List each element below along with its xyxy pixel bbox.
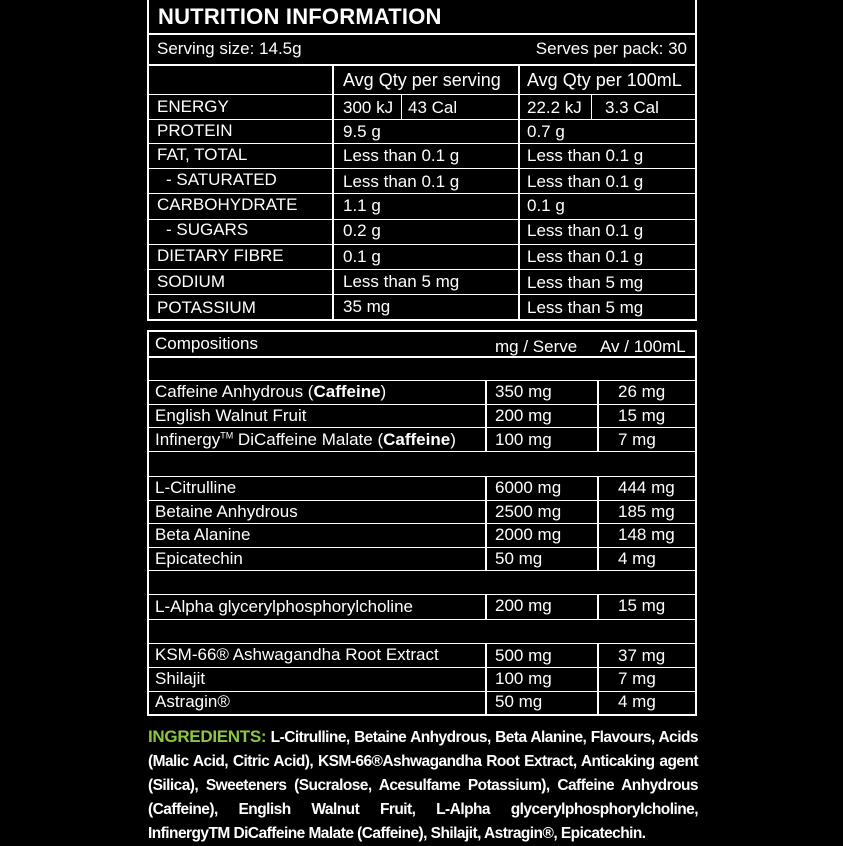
serve-value: 6000 mg bbox=[495, 478, 562, 497]
composition-name: Caffeine Anhydrous (Caffeine) bbox=[155, 382, 387, 401]
serving-value: Less than 5 mg bbox=[343, 272, 460, 291]
serve-value: 200 mg bbox=[495, 596, 552, 615]
row-label: SODIUM bbox=[157, 272, 225, 291]
per100-value: 7 mg bbox=[618, 430, 656, 449]
serve-value: 500 mg bbox=[495, 646, 552, 665]
serving-value-cal: 43 Cal bbox=[408, 98, 458, 117]
serve-value: 50 mg bbox=[495, 549, 543, 568]
composition-name: KSM-66® Ashwagandha Root Extract bbox=[155, 645, 439, 664]
serve-value: 100 mg bbox=[495, 669, 552, 688]
row-label: DIETARY FIBRE bbox=[157, 246, 284, 265]
per100-value: 444 mg bbox=[618, 478, 675, 497]
serving-value: 9.5 g bbox=[343, 122, 381, 141]
serving-value: 0.2 g bbox=[343, 221, 381, 240]
per100-value: Less than 5 mg bbox=[527, 298, 644, 317]
per100-value: 22.2 kJ bbox=[527, 98, 582, 117]
serve-value: 2500 mg bbox=[495, 502, 562, 521]
serves-per-pack: Serves per pack: 30 bbox=[535, 39, 687, 58]
serving-value: 300 kJ bbox=[343, 98, 394, 117]
row-label: ENERGY bbox=[157, 97, 229, 116]
per100-value: 26 mg bbox=[618, 382, 666, 401]
row-label: - SUGARS bbox=[166, 220, 249, 239]
row-label: POTASSIUM bbox=[157, 298, 256, 317]
per100-value: 7 mg bbox=[618, 669, 656, 688]
per100-value: 185 mg bbox=[618, 502, 675, 521]
composition-name: Shilajit bbox=[155, 669, 206, 688]
serving-value: 35 mg bbox=[343, 297, 391, 316]
compositions-header: Compositions bbox=[155, 334, 258, 353]
per100-value: 148 mg bbox=[618, 525, 675, 544]
per100-value-cal: 3.3 Cal bbox=[605, 98, 659, 117]
per100-value: Less than 0.1 g bbox=[527, 247, 644, 266]
composition-name: Infinergy™ DiCaffeine Malate (Caffeine) bbox=[155, 430, 456, 449]
composition-name: Beta Alanine bbox=[155, 525, 251, 544]
serving-value: Less than 0.1 g bbox=[343, 172, 460, 191]
composition-name: English Walnut Fruit bbox=[155, 406, 307, 425]
per100-value: Less than 0.1 g bbox=[527, 146, 644, 165]
composition-name: L-Alpha glycerylphosphorylcholine bbox=[155, 597, 413, 616]
per100-value: 15 mg bbox=[618, 406, 666, 425]
nutrition-title: NUTRITION INFORMATION bbox=[158, 4, 442, 29]
serving-value: 1.1 g bbox=[343, 196, 381, 215]
composition-name: Betaine Anhydrous bbox=[155, 502, 298, 521]
composition-name: Epicatechin bbox=[155, 549, 243, 568]
serving-size: Serving size: 14.5g bbox=[157, 39, 302, 58]
composition-name: Astragin® bbox=[155, 692, 230, 711]
serve-value: 100 mg bbox=[495, 430, 552, 449]
col-header-serving: Avg Qty per serving bbox=[343, 70, 501, 90]
col-header-100ml: Avg Qty per 100mL bbox=[527, 70, 682, 90]
per100-value: 37 mg bbox=[618, 646, 666, 665]
per100-value: Less than 0.1 g bbox=[527, 172, 644, 191]
ingredients-text: INGREDIENTS: L-Citrulline, Betaine Anhydrous, Beta Alanine, Flavours, Acids (Malic Acid, Citric Acid), KSM-66®Ashwagandha Root Extract, Anticaking agent (Silica), Sweeteners (Sucralose, Acesulfame Potassium), Caffeine Anhydrous (Caffeine), English Walnut Fruit, L-Alpha glycerylphosphorylcholine, InfinergyTM DiCaffeine Malate (Caffeine), Shilajit, Astragin®, Epicatechin. bbox=[148, 727, 698, 842]
col-header-serve: mg / Serve bbox=[495, 337, 578, 356]
serving-value: Less than 0.1 g bbox=[343, 146, 460, 165]
serve-value: 50 mg bbox=[495, 692, 543, 711]
per100-value: 4 mg bbox=[618, 692, 656, 711]
composition-name: L-Citrulline bbox=[155, 478, 237, 497]
serving-value: 0.1 g bbox=[343, 247, 381, 266]
serve-value: 200 mg bbox=[495, 406, 552, 425]
per100-value: 0.1 g bbox=[527, 196, 565, 215]
row-label: PROTEIN bbox=[157, 121, 233, 140]
serve-value: 350 mg bbox=[495, 382, 552, 401]
serve-value: 2000 mg bbox=[495, 525, 562, 544]
per100-value: Less than 5 mg bbox=[527, 273, 644, 292]
per100-value: 4 mg bbox=[618, 549, 656, 568]
row-label: - SATURATED bbox=[166, 170, 277, 189]
ingredients-label: INGREDIENTS: bbox=[148, 727, 267, 746]
per100-value: 0.7 g bbox=[527, 122, 565, 141]
per100-value: 15 mg bbox=[618, 596, 666, 615]
per100-value: Less than 0.1 g bbox=[527, 221, 644, 240]
row-label: CARBOHYDRATE bbox=[157, 195, 298, 214]
row-label: FAT, TOTAL bbox=[157, 145, 248, 164]
col-header-100ml: Av / 100mL bbox=[600, 337, 686, 356]
